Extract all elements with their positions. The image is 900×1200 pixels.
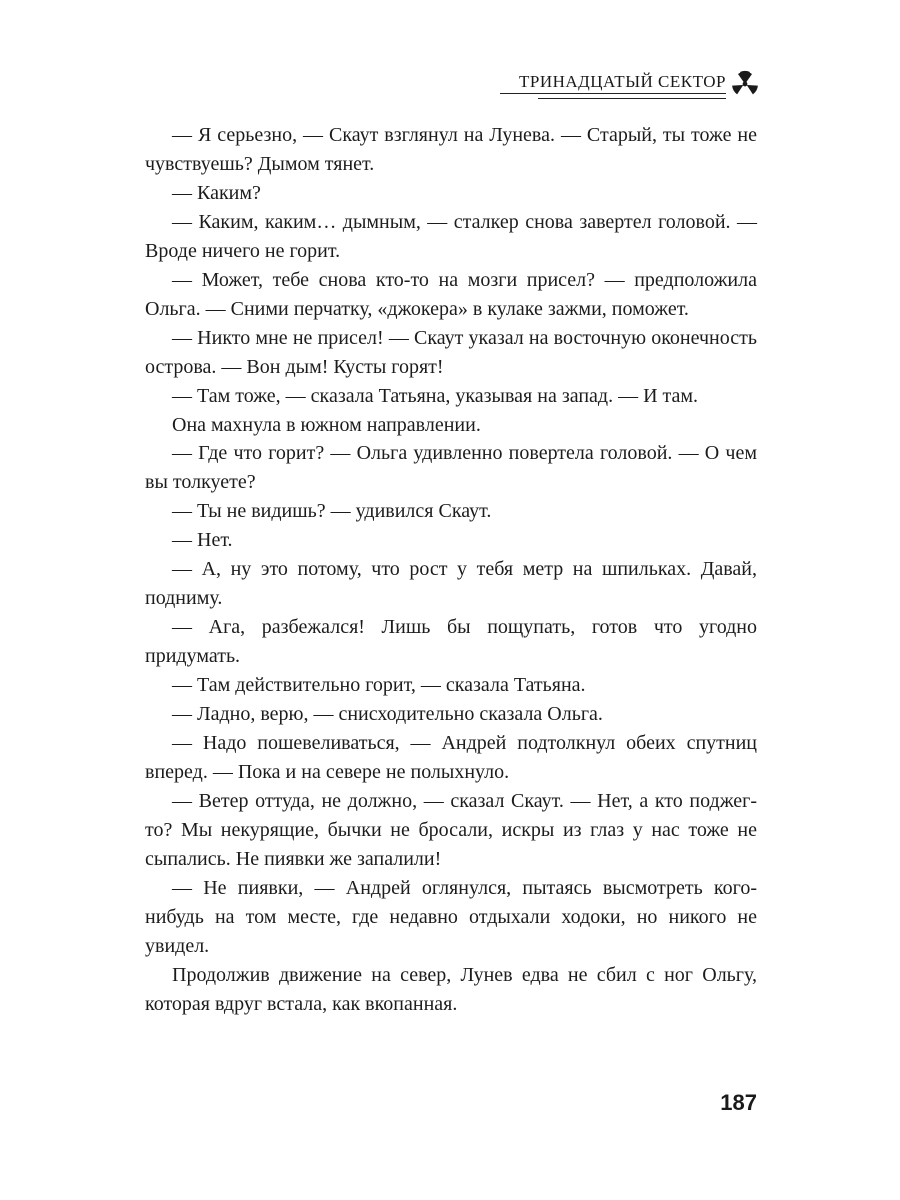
paragraph: — Ага, разбежался! Лишь бы пощупать, готов что угодно придумать. bbox=[145, 616, 757, 668]
paragraph: — Где что горит? — Ольга удивленно повертела головой. — О чем вы толкуете? bbox=[145, 442, 757, 494]
paragraph: — Я серьезно, — Скаут взглянул на Лунева. — Старый, ты тоже не чувствуешь? Дымом тянет. bbox=[145, 124, 757, 175]
paragraph: — Не пиявки, — Андрей оглянулся, пытаясь высмотреть кого-нибудь на том месте, где недавно отдыхали ходоки, но никого не увидел. bbox=[145, 876, 757, 957]
paragraph: — Никто мне не присел! — Скаут указал на восточную оконечность острова. — Вон дым! Кусты горят! bbox=[145, 326, 757, 378]
paragraph: — Ладно, верю, — снисходительно сказала Ольга. bbox=[172, 703, 603, 726]
running-title: ТРИНАДЦАТЫЙ СЕКТОР bbox=[518, 72, 726, 91]
header-rule-bottom bbox=[538, 98, 726, 99]
paragraph: — Ты не видишь? — удивился Скаут. bbox=[172, 500, 492, 523]
paragraph: — Каким? bbox=[172, 181, 261, 204]
body-text bbox=[145, 121, 757, 1019]
paragraph: — Там тоже, — сказала Татьяна, указывая на запад. — И там. bbox=[172, 384, 699, 407]
running-head bbox=[500, 68, 760, 102]
paragraph: — Надо пошевеливаться, — Андрей подтолкнул обеих спутниц вперед. — Пока и на севере не полыхнуло. bbox=[145, 732, 757, 783]
radiation-trefoil-icon bbox=[730, 68, 760, 100]
paragraph: — Там действительно горит, — сказала Татьяна. bbox=[172, 674, 586, 697]
paragraph: — Может, тебе снова кто-то на мозги присел? — предположила Ольга. — Сними перчатку, «джокера» в кулаке зажми, поможет. bbox=[145, 268, 757, 320]
paragraph: — Ветер оттуда, не должно, — сказал Скаут. — Нет, а кто поджег-то? Мы некурящие, бычки не бросали, искры из глаз у нас тоже не сыпались. Не пиявки же запалили! bbox=[145, 789, 757, 870]
paragraph: Она махнула в южном направлении. bbox=[172, 413, 481, 436]
paragraph: — Нет. bbox=[172, 529, 233, 552]
header-rule-top bbox=[500, 93, 726, 94]
page-number: 187 bbox=[720, 1090, 757, 1115]
paragraph: — Каким, каким… дымным, — сталкер снова завертел головой. — Вроде ничего не горит. bbox=[145, 210, 757, 262]
paragraph: Продолжив движение на север, Лунев едва не сбил с ног Ольгу, которая вдруг встала, как вкопанная. bbox=[145, 963, 757, 1015]
paragraph: — А, ну это потому, что рост у тебя метр на шпильках. Давай, подниму. bbox=[145, 558, 757, 610]
